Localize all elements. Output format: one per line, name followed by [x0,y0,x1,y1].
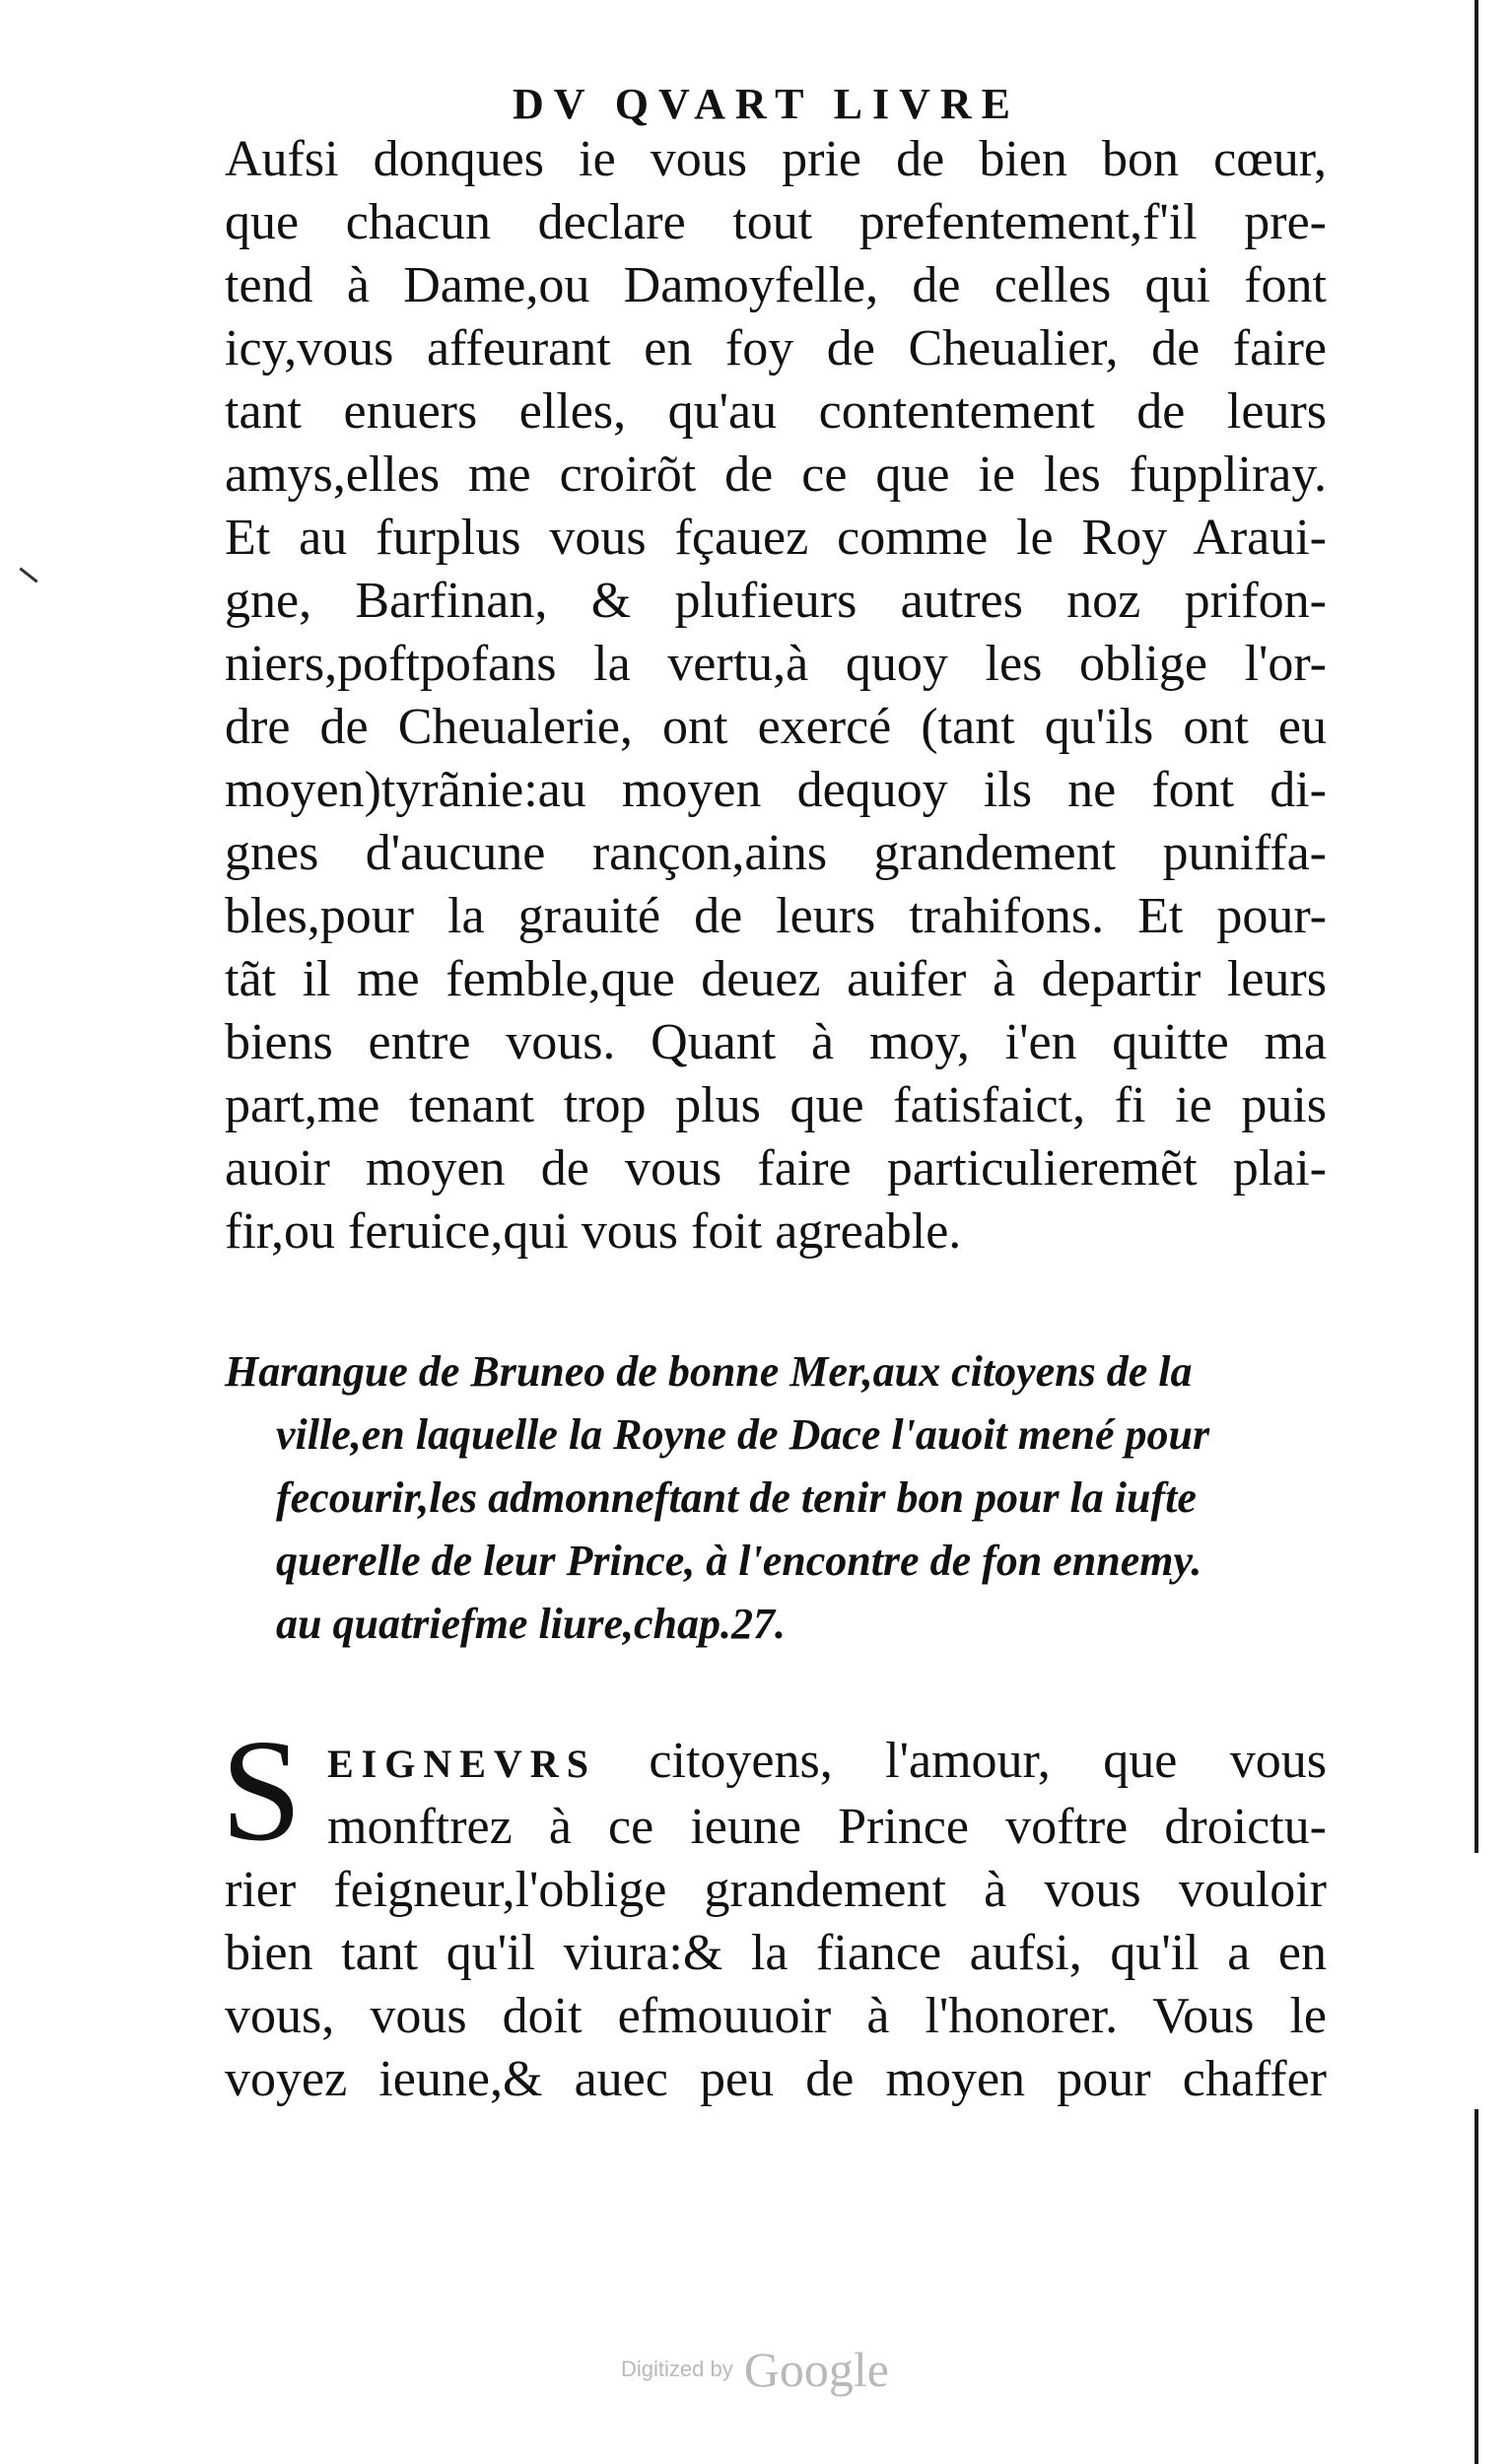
running-head: DV QVART LIVRE [513,80,1021,128]
text-line: Aufsi donques ie vous prie de bien bon cœur, [225,131,1327,187]
margin-rule-lower [1475,2109,1478,2464]
heading-line: querelle de leur Prince, à l'encontre de fon ennemy. [276,1537,1202,1585]
text-line: tend à Dame,ou Damoyfelle, de celles qui font [225,257,1327,313]
text-line [225,1730,1327,1796]
text-line: Et au furplus vous fçauez comme le Roy Araui- [225,510,1327,566]
text-line: bien tant qu'il viura:& la fiance aufsi, qu'il a en [225,1925,1327,1981]
text-line: fir,ou feruice,qui vous foit agreable. [225,1203,962,1260]
heading-line: au quatriefme liure,chap.27. [276,1600,787,1648]
google-logo: Google [743,2342,889,2397]
small-caps-word: EIGNEVRS [327,1742,596,1786]
text-line: amys,elles me croirõt de ce que ie les fuppliray. [225,446,1327,503]
text-line: gne, Barfinan, & plufieurs autres noz prifon- [225,573,1327,629]
text-line: gnes d'aucune rançon,ains grandement puniffa- [225,825,1327,881]
harangue-paragraph [221,1710,1327,2111]
text-line: tãt il me femble,que deuez auifer à departir leurs [225,951,1327,1007]
text-line: bles,pour la grauité de leurs trahifons. Et pour- [225,888,1327,944]
heading-line: fecourir,les admonneftant de tenir bon pour la iufte [276,1473,1197,1522]
margin-rule [1475,0,1478,1853]
text-line: voyez ieune,& auec peu de moyen pour chaffer [225,2051,1327,2107]
digitized-label: Digitized by [620,2357,733,2381]
digitization-footer [0,2341,1510,2398]
text-line: niers,poftpofans la vertu,à quoy les oblige l'or- [225,636,1327,692]
text-line: monftrez à ce ieune Prince voftre droictu- [327,1799,1327,1855]
text-line: auoir moyen de vous faire particulieremẽt plai- [225,1140,1327,1197]
text-line: que chacun declare tout prefentement,f'il pre- [225,194,1327,250]
text-line: tant enuers elles, qu'au contentement de leurs [225,383,1327,440]
text-line: vous, vous doit efmouuoir à l'honorer. Vous le [225,1988,1327,2044]
text-line: part,me tenant trop plus que fatisfaict, fi ie puis [225,1077,1327,1133]
chapter-heading [225,1340,1327,1656]
drop-cap: S [221,1710,303,1872]
text-line: dre de Cheualerie, ont exercé (tant qu'ils ont eu [225,699,1327,755]
text-line: moyen)tyrãnie:au moyen dequoy ils ne font di- [225,762,1327,818]
body-paragraph [225,128,1327,1264]
text-line: rier feigneur,l'oblige grandement à vous vouloir [225,1862,1327,1918]
heading-line: ville,en laquelle la Royne de Dace l'auoit mené pour [276,1410,1210,1459]
text-fragment: citoyens, l'amour, que vous [595,1733,1327,1789]
text-line: icy,vous affeurant en foy de Cheualier, de faire [225,320,1327,376]
stray-ink-mark [19,568,37,583]
text-line: biens entre vous. Quant à moy, i'en quitte ma [225,1014,1327,1070]
heading-line: Harangue de Bruneo de bonne Mer,aux citoyens de la [225,1347,1193,1396]
